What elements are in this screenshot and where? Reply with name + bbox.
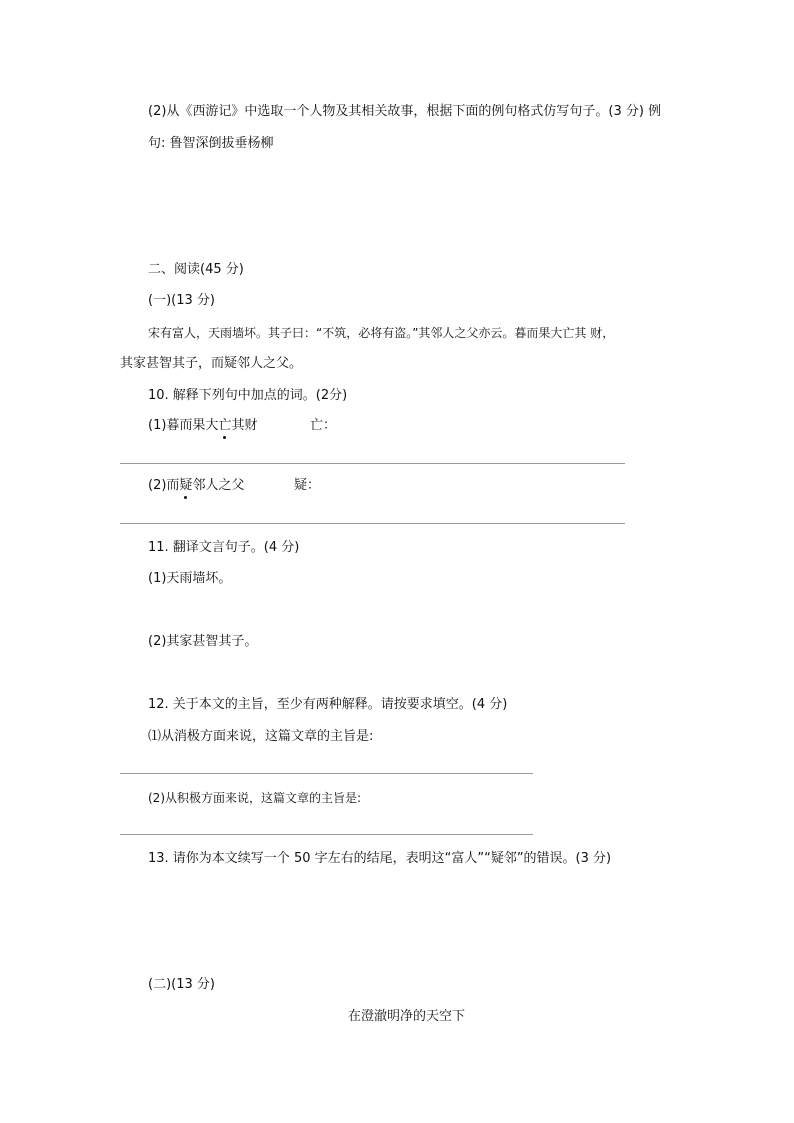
q10-item1-dotted-word: 亡 [218,418,232,433]
question-12-stem: 12. 关于本文的主旨，至少有两种解释。请按要求填空。(4 分) [148,697,508,712]
question-10-stem: 10. 解释下列句中加点的词。(2分) [148,388,348,403]
reading-section-heading: 二、阅读(45 分) [148,262,244,277]
q10-item1-text-before: (1)暮而果大 [148,418,219,433]
question-12-item-2: (2)从积极方面来说，这篇文章的主旨是: [148,791,362,805]
q10-item1-text-after: 其财 [231,418,258,433]
question-10-item-2 [148,478,244,494]
question-12-item-1: ⑴从消极方面来说，这篇文章的主旨是: [148,729,374,744]
q10-item2-answer-label: 疑： [294,478,321,493]
passage-line-1: 宋有富人，天雨墙坏。其子曰：“不筑，必将有盗。”其邻人之父亦云。暮而果大亡其 财， [148,326,615,340]
part-2-heading: (二)(13 分) [148,977,215,992]
q10-item2-dotted-word: 疑 [179,478,193,493]
question-2-line-1: (2)从《西游记》中选取一个人物及其相关故事，根据下面的例句格式仿写句子。(3 分) 例 [148,104,662,119]
q12-item2-answer-line [120,834,533,835]
q12-item1-answer-line [120,773,533,774]
q10-item2-text-before: (2)而 [148,478,180,493]
q10-item2-text-after: 邻人之父 [192,478,245,493]
q10-item1-answer-label: 亡： [310,418,337,433]
question-11-item-1: (1)天雨墙坏。 [148,571,232,586]
question-11-item-2: (2)其家甚智其子。 [148,634,258,649]
part-2-title: 在澄澈明净的天空下 [348,1009,466,1024]
question-13-stem: 13. 请你为本文续写一个 50 字左右的结尾，表明这“富人”“疑邻”的错误。(3 分) [148,851,612,866]
q10-item2-answer-line [120,523,625,524]
q10-item1-answer-line [120,463,625,464]
question-10-item-1 [148,418,257,434]
part-1-heading: (一)(13 分) [148,293,215,308]
question-11-stem: 11. 翻译文言句子。(4 分) [148,540,300,555]
question-2-line-2: 句: 鲁智深倒拔垂杨柳 [148,136,274,151]
passage-line-2: 其家甚智其子，而疑邻人之父。 [120,356,303,371]
